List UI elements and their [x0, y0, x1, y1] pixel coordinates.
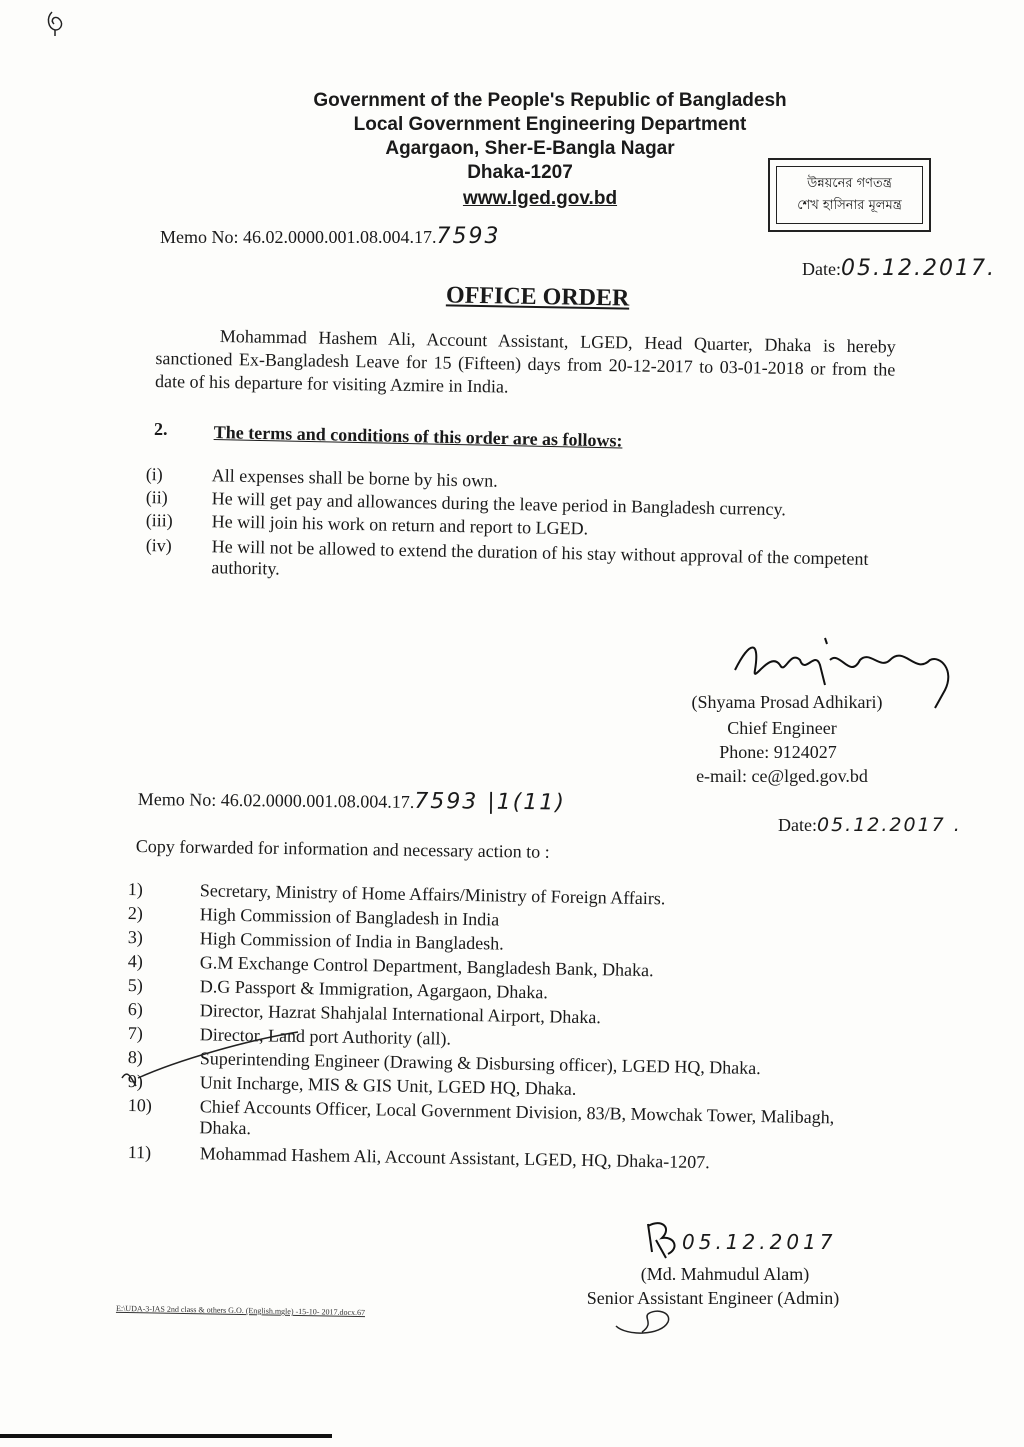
date-handwritten-2: 05.12.2017 .: [816, 814, 962, 836]
list-text: D.G Passport & Immigration, Agargaon, Dhaka.: [199, 976, 549, 1003]
list-number: 2): [127, 903, 143, 924]
header-city: Dhaka-1207: [467, 162, 573, 183]
bottom-rule: [0, 1434, 332, 1438]
condition-text: All expenses shall be borne by his own.: [211, 465, 498, 491]
strike-mark-icon: [118, 1020, 318, 1090]
signature-senior-engineer-icon: [642, 1218, 682, 1262]
signatory-name-2: (Md. Mahmudul Alam): [640, 1264, 810, 1284]
order-paragraph: [155, 324, 896, 405]
memo-number-1: [160, 224, 501, 249]
date-1: [802, 256, 996, 281]
order-paragraph-text: Mohammad Hashem Ali, Account Assistant, LGED, Head Quarter, Dhaka is hereby sanctioned Ex-Bangladesh Leave for 15 (Fifteen) days from 20-12-2017 to 03-01-2018 or from the date of his departure for visiting Azmire in India.: [154, 326, 896, 397]
stamp-line-2: শেখ হাসিনার মূলমন্ত্র: [797, 198, 902, 213]
list-number: 11): [127, 1142, 152, 1163]
date-label-1: Date:: [802, 259, 841, 279]
condition-number: (iii): [145, 510, 173, 531]
signatory-designation-1: Chief Engineer: [727, 718, 837, 738]
list-number: 4): [127, 951, 143, 972]
memo-label-1: Memo No: 46.02.0000.001.08.004.17.: [160, 227, 437, 247]
slogan-stamp: [768, 158, 931, 232]
copy-forwarded-text: Copy forwarded for information and necessary action to :: [135, 836, 550, 862]
date-label-2: Date:: [778, 815, 817, 835]
memo-number-2: [138, 786, 566, 815]
list-text: Mohammad Hashem Ali, Account Assistant, LGED, HQ, Dhaka-1207.: [199, 1143, 710, 1173]
list-number: 8): [127, 1047, 143, 1068]
scribble-mark-icon: [606, 1296, 676, 1338]
list-text: G.M Exchange Control Department, Bangladesh Bank, Dhaka.: [199, 952, 654, 981]
terms-heading: The terms and conditions of this order are as follows:: [213, 422, 623, 451]
condition-text: He will not be allowed to extend the duration of his stay without approval of the competent authority.: [211, 536, 869, 579]
list-number: 6): [127, 999, 143, 1020]
office-order-title: OFFICE ORDER: [445, 282, 630, 312]
list-text: Director, Land port Authority (all).: [199, 1024, 452, 1049]
date-handwritten-1: 05.12.2017.: [840, 256, 996, 281]
list-text: Director, Hazrat Shahjalal International Airport, Dhaka.: [199, 1000, 602, 1028]
file-path-footer: E:\UDA-3-IAS 2nd class & others G.O. (English.mgle) -15-10- 2017.docx.67: [115, 1303, 366, 1318]
signatory-phone-1: Phone: 9124027: [719, 742, 837, 762]
condition-text: He will join his work on return and report to LGED.: [211, 511, 589, 539]
condition-text: He will get pay and allowances during the leave period in Bangladesh currency.: [211, 488, 787, 520]
header-website[interactable]: www.lged.gov.bd: [462, 188, 618, 209]
list-text: Secretary, Ministry of Home Affairs/Ministry of Foreign Affairs.: [199, 880, 666, 909]
signatory-designation-2: Senior Assistant Engineer (Admin): [586, 1288, 840, 1308]
memo-handwritten-2: 7593 |1(11): [414, 788, 567, 816]
list-text: Chief Accounts Officer, Local Government Division, 83/B, Mowchak Tower, Malibagh, Dhaka.: [199, 1096, 835, 1139]
condition-item: [145, 535, 896, 591]
memo-label-2: Memo No: 46.02.0000.001.08.004.17.: [137, 788, 415, 812]
terms-number: 2.: [154, 419, 168, 439]
condition-number: (i): [145, 464, 163, 485]
list-item: [127, 1095, 878, 1150]
condition-number: (iv): [145, 535, 172, 556]
date-2: [778, 814, 962, 836]
list-number: 10): [127, 1095, 152, 1116]
list-text: Unit Incharge, MIS & GIS Unit, LGED HQ, Dhaka.: [199, 1072, 577, 1099]
header-department: Local Government Engineering Department: [353, 114, 747, 135]
signatory-name-1: (Shyama Prosad Adhikari): [691, 692, 883, 712]
list-text: High Commission of India in Bangladesh.: [199, 928, 504, 954]
list-number: 9): [127, 1071, 143, 1092]
list-number: 5): [127, 975, 143, 996]
condition-number: (ii): [145, 487, 168, 508]
list-number: 7): [127, 1023, 143, 1044]
list-text: Superintending Engineer (Drawing & Disbursing officer), LGED HQ, Dhaka.: [199, 1048, 761, 1079]
header-address: Agargaon, Sher-E-Bangla Nagar: [385, 138, 675, 159]
list-number: 3): [127, 927, 143, 948]
margin-mark-icon: [40, 8, 70, 38]
list-number: 1): [127, 879, 143, 900]
list-text: High Commission of Bangladesh in India: [199, 904, 500, 930]
signatory-email-1[interactable]: e-mail: ce@lged.gov.bd: [696, 766, 868, 786]
header-government: Government of the People's Republic of Bangladesh: [313, 90, 787, 111]
signature-date-2: 05.12.2017: [682, 1230, 837, 1254]
stamp-line-1: উন্নয়নের গণতন্ত্র: [807, 176, 892, 191]
memo-handwritten-1: 7593: [436, 224, 501, 249]
